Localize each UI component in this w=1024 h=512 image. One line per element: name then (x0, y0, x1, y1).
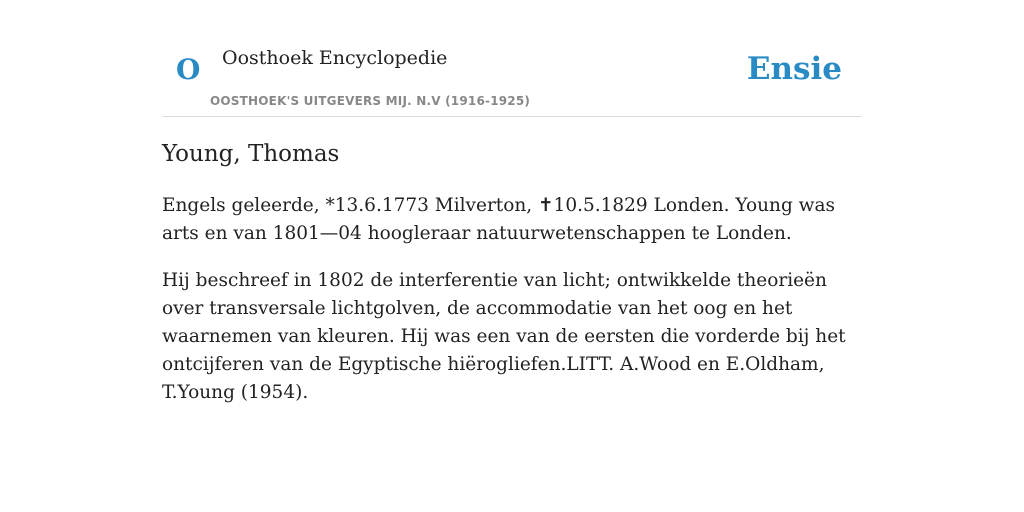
site-subtitle: OOSTHOEK'S UITGEVERS MIJ. N.V (1916-1925) (210, 94, 531, 108)
site-title[interactable]: Oosthoek Encyclopedie (222, 47, 448, 69)
article (162, 138, 862, 407)
article-paragraph-work: Hij beschreef in 1802 de interferentie van licht; ontwikkelde theorieën over transversale lichtgolven, de accommodatie van het oog en het waarnemen van kleuren. Hij was een van de eersten die vorderde bij het ontcijferen van de Egyptische hiërogliefen.LITT. A.Wood en E.Oldham, T.Young (1954). (162, 270, 846, 403)
ensie-brand-link[interactable]: Ensie (746, 51, 842, 87)
site-logo[interactable]: O (176, 53, 201, 86)
site-header (162, 0, 862, 117)
article-paragraph-biography: Engels geleerde, *13.6.1773 Milverton, ✝10.5.1829 Londen. Young was arts en van 1801—04 hoogleraar natuurwetenschappen te Londen. (162, 195, 836, 244)
article-title: Young, Thomas (162, 141, 340, 167)
